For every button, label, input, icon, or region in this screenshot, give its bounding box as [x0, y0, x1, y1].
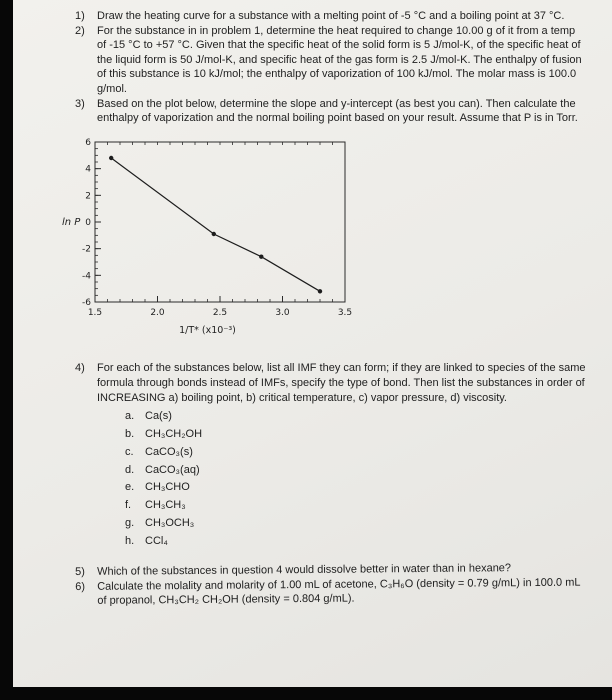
question-2	[75, 24, 587, 97]
list-item	[125, 408, 587, 426]
svg-text:1/T* (x10⁻³): 1/T* (x10⁻³)	[179, 324, 236, 336]
question-3-number: 3)	[75, 97, 85, 110]
question-6-text: Calculate the molality and molarity of 1.00 mL of acetone, C₃H₆O (density = 0.79 g/mL) in 100.0 mL of propanol, CH₃CH₂ CH₂OH (density = 0.804 g/mL).	[97, 575, 581, 607]
item-letter: d.	[125, 463, 135, 476]
item-formula: CCl₄	[145, 534, 168, 547]
svg-text:ln P: ln P	[62, 216, 81, 228]
item-formula: CH₃OCH₃	[145, 516, 195, 529]
scan-edge-bottom	[0, 687, 612, 700]
vapor-pressure-plot	[60, 134, 587, 344]
scan-edge-left	[0, 0, 13, 700]
question-1	[75, 9, 587, 24]
item-letter: e.	[125, 481, 135, 494]
question-5-number: 5)	[75, 565, 85, 578]
ln-p-vs-inverse-temperature-chart	[60, 134, 360, 339]
question-1-number: 1)	[75, 10, 85, 22]
svg-text:3.0: 3.0	[275, 307, 290, 318]
item-formula: CaCO₃(s)	[145, 445, 193, 458]
item-formula: CH₃CHO	[145, 481, 190, 494]
item-formula: Ca(s)	[145, 410, 172, 423]
question-4-text: For each of the substances below, list all IMF they can form; if they are linked to species of the same formula through bonds instead of IMFs, specify the type of bond. Then list the substances in order of INCREASING a) boiling point, b) critical temperature, c) vapor pressure, d) viscosity.	[97, 362, 586, 404]
list-item	[125, 515, 587, 533]
question-3-text: Based on the plot below, determine the slope and y-intercept (as best you can). Then calculate the enthalpy of vaporization and the normal boiling point based on your result. Assume that P is in Torr.	[97, 97, 578, 125]
question-1-text: Draw the heating curve for a substance with a melting point of -5 °C and a boiling point at 37 °C.	[97, 10, 565, 22]
svg-text:2: 2	[85, 191, 91, 202]
svg-text:0: 0	[85, 217, 91, 228]
list-item	[125, 462, 587, 480]
list-item	[125, 497, 587, 515]
svg-text:-6: -6	[82, 297, 91, 308]
list-item	[125, 533, 587, 551]
svg-text:2.5: 2.5	[212, 307, 228, 318]
list-item	[125, 444, 587, 462]
question-3	[75, 97, 587, 126]
list-item	[125, 479, 587, 497]
question-2-text: For the substance in in problem 1, determine the heat required to change 10.00 g of it from a temp of -15 °C to +57 °C. Given that the specific heat of the solid form is 5 J/mol-K, of the specific heat of the liquid form is 50 J/mol-K, and specific heat of the gas form is 2.5 J/mol-K. The enthalpy of fusion of this substance is 10 kJ/mol; the enthalpy of vaporization of 100 kJ/mol. The molar mass is 100.0 g/mol.	[97, 24, 582, 95]
worksheet-content	[62, 9, 587, 608]
svg-text:1.5: 1.5	[87, 307, 103, 318]
svg-text:4: 4	[85, 164, 91, 175]
item-letter: a.	[125, 410, 135, 423]
question-6	[75, 575, 587, 609]
item-letter: h.	[125, 534, 135, 547]
bottom-questions	[75, 560, 587, 608]
question-2-number: 2)	[75, 24, 85, 37]
item-letter: g.	[125, 516, 135, 529]
item-letter: f.	[125, 499, 132, 512]
question-5-text: Which of the substances in question 4 would dissolve better in water than in hexane?	[97, 561, 512, 578]
item-formula: CH₃CH₃	[145, 499, 186, 512]
svg-text:-4: -4	[82, 271, 91, 282]
list-item	[125, 426, 587, 444]
question-4	[75, 361, 587, 405]
svg-text:-2: -2	[82, 244, 91, 255]
svg-text:2.0: 2.0	[150, 307, 165, 318]
svg-text:6: 6	[85, 137, 91, 148]
question-4-number: 4)	[75, 362, 85, 375]
question-6-number: 6)	[75, 580, 86, 593]
item-formula: CaCO₃(aq)	[145, 463, 200, 476]
item-letter: b.	[125, 427, 135, 440]
item-formula: CH₃CH₂OH	[145, 427, 203, 440]
svg-text:3.5: 3.5	[337, 307, 353, 318]
item-letter: c.	[125, 445, 134, 458]
substance-list	[125, 408, 587, 550]
